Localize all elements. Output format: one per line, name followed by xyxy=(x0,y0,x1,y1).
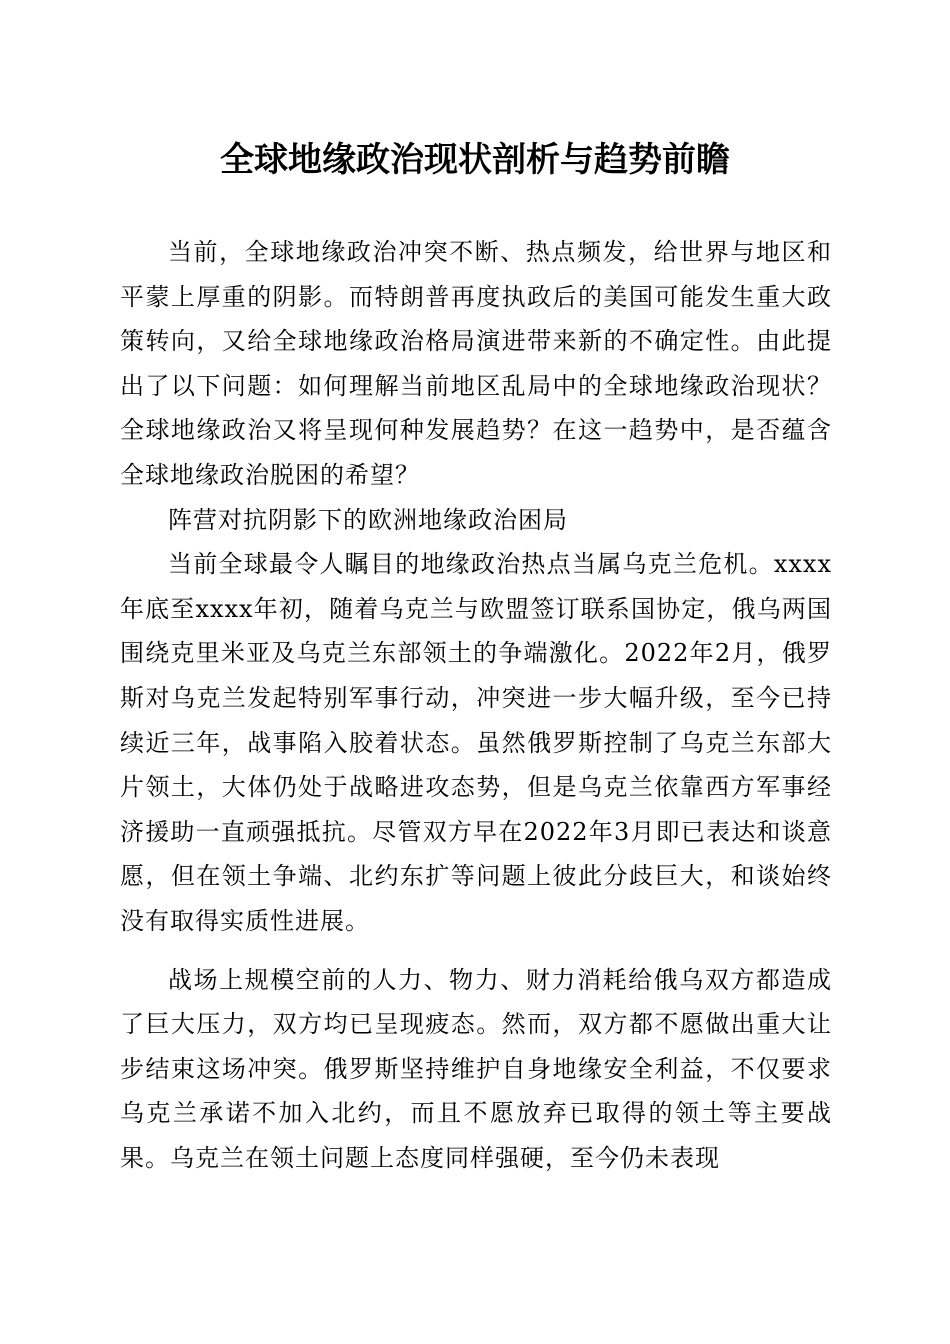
paragraph-battlefield: 战场上规模空前的人力、物力、财力消耗给俄乌双方都造成了巨大压力，双方均已呈现疲态。然而，双方都不愿做出重大让步结束这场冲突。俄罗斯坚持维护自身地缘安全利益，不仅要求乌克兰承诺不加入北约，而且不愿放弃已取得的领土等主要战果。乌克兰在领土问题上态度同样强硬，至今仍未表现 xyxy=(120,965,832,1172)
document-title: 全球地缘政治现状剖析与趋势前瞻 xyxy=(220,140,730,180)
paragraph-intro: 当前，全球地缘政治冲突不断、热点频发，给世界与地区和平蒙上厚重的阴影。而特朗普再度执政后的美国可能发生重大政策转向，又给全球地缘政治格局演进带来新的不确定性。由此提出了以下问题：如何理解当前地区乱局中的全球地缘政治现状？全球地缘政治又将呈现何种发展趋势？在这一趋势中，是否蕴含全球地缘政治脱困的希望？ xyxy=(120,238,832,489)
paragraph-ukraine-crisis: 当前全球最令人瞩目的地缘政治热点当属乌克兰危机。xxxx年底至xxxx年初，随着乌克兰与欧盟签订联系国协定，俄乌两国围绕克里米亚及乌克兰东部领土的争端激化。2022年2月，俄罗斯对乌克兰发起特别军事行动，冲突进一步大幅升级，至今已持续近三年，战事陷入胶着状态。虽然俄罗斯控制了乌克兰东部大片领土，大体仍处于战略进攻态势，但是乌克兰依靠西方军事经济援助一直顽强抵抗。尽管双方早在2022年3月即已表达和谈意愿，但在领土争端、北约东扩等问题上彼此分歧巨大，和谈始终没有取得实质性进展。 xyxy=(120,550,832,935)
document-body xyxy=(120,230,832,1180)
paragraph-spacer xyxy=(120,944,832,958)
section-heading: 阵营对抗阴影下的欧洲地缘政治困局 xyxy=(168,505,568,534)
